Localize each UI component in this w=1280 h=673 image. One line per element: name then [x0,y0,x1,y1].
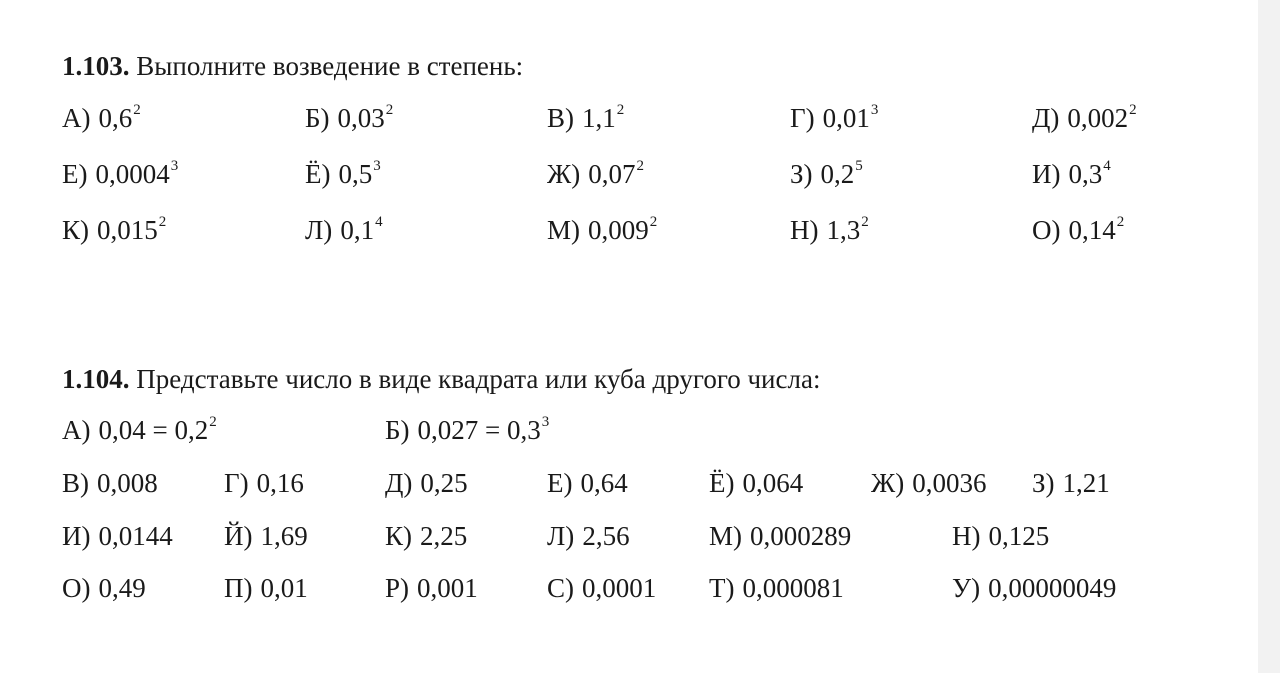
problem-104-number: 1.104. [62,364,130,394]
exercise-103-n: Н) $1,3^2$ [790,214,869,245]
example-104-b: Б) $0,027 = 0,3^3$ [385,414,550,445]
problem-103-number: 1.103. [62,51,130,81]
exercise-103-zh: Ж) 0,07$^2$ [547,158,644,189]
problem-104-title: Представьте число в виде квадрата или куба другого числа: [136,364,821,394]
exercise-103-o: О) 0,14$^2$ [1032,214,1125,245]
problem-103-heading [62,50,523,82]
exercise-103-yo: Ё) $0,5^3$ [305,158,381,189]
exercise-104-d: Д) 0,25 [385,468,468,498]
problem-104-heading [62,363,820,395]
exercise-103-g: Г) 0,01$^3$ [790,102,879,133]
exercise-104-k: К) 2,25 [385,521,468,551]
exercise-103-l: Л) $0,1^4$ [305,214,383,245]
exercise-104-y: Й) 1,69 [224,521,308,551]
exercise-104-z: З) 1,21 [1032,468,1110,498]
exercise-103-z: З) $0,2^5$ [790,158,863,189]
exercise-104-p: П) 0,01 [224,573,308,603]
exercise-104-m: М) 0,000289 [709,521,852,551]
exercise-103-m: М) 0,009$^2$ [547,214,658,245]
exercise-104-o: О) 0,49 [62,573,146,603]
exercise-103-a: А) $0,6^2$ [62,102,141,133]
exercise-103-i: И) $0,3^4$ [1032,158,1111,189]
example-104-a: А) $0,04 = 0,2^2$ [62,414,217,445]
exercise-104-r: Р) 0,001 [385,573,478,603]
exercise-104-zh: Ж) 0,0036 [871,468,987,498]
exercise-103-b: Б) 0,03$^2$ [305,102,394,133]
exercise-104-t: Т) 0,000081 [709,573,844,603]
exercise-104-v: В) 0,008 [62,468,158,498]
exercise-104-s: С) 0,0001 [547,573,657,603]
exercise-103-d: Д) 0,002$^2$ [1032,102,1137,133]
exercise-104-l: Л) 2,56 [547,521,630,551]
exercise-104-u: У) 0,00000049 [952,573,1117,603]
problem-103-title: Выполните возведение в степень: [136,51,524,81]
exercise-103-k: К) 0,015$^2$ [62,214,167,245]
exercise-103-e: Е) 0,0004$^3$ [62,158,179,189]
exercise-103-v: В) $1,1^2$ [547,102,625,133]
exercise-104-g: Г) 0,16 [224,468,304,498]
exercise-104-i: И) 0,0144 [62,521,173,551]
exercise-104-e: Е) 0,64 [547,468,628,498]
page-side-gutter [1258,0,1280,673]
exercise-104-yo: Ё) 0,064 [709,468,804,498]
exercise-104-n: Н) 0,125 [952,521,1050,551]
